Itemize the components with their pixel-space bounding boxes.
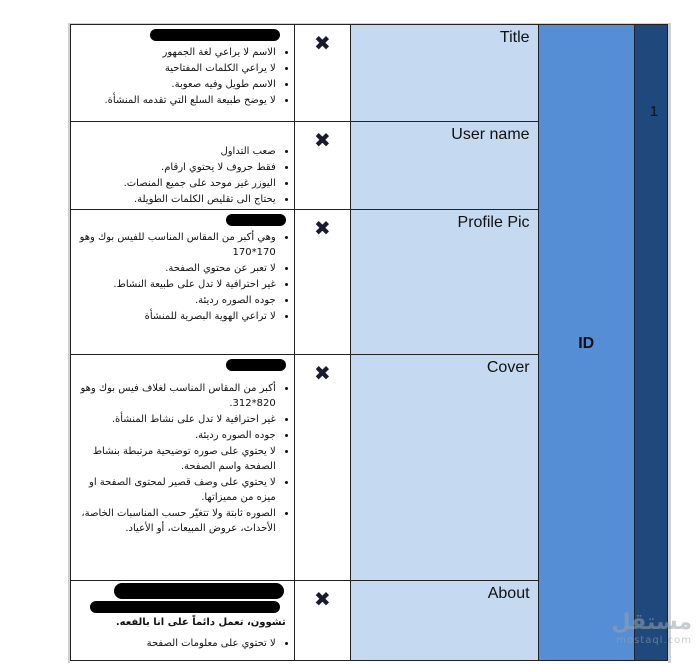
redaction-mark: [150, 29, 280, 41]
redaction-mark: [226, 214, 286, 226]
redaction-mark: [226, 359, 286, 371]
notes-cell: [71, 25, 295, 122]
notes-list: [71, 144, 294, 207]
row-title: [71, 25, 668, 122]
x-mark-icon: ✖: [313, 31, 331, 55]
mark-cell: [294, 122, 350, 210]
notes-cell: [71, 210, 295, 355]
field-label-title: Title: [499, 29, 530, 46]
field-label-cover: Cover: [486, 359, 530, 376]
note-item: • جوده الصوره رديئة.: [77, 293, 276, 308]
note-item: • يحتاج الى تقليص الكلمات الطويلة.: [77, 192, 276, 207]
row-number: 1: [649, 103, 659, 120]
notes-list: [71, 381, 294, 536]
note-item: • لا تراعي الهوية البصرية للمنشأة: [77, 309, 276, 324]
note-item: • اليوزر غير موحد على جميع المنصات.: [77, 176, 276, 191]
note-item: • غير احترافية لا تدل على نشاط المنشأة.: [77, 412, 276, 427]
about-bold-note: تشوون، تعمل دائماً على انا بالفعه.: [115, 617, 286, 628]
x-mark-icon: ✖: [313, 128, 331, 152]
field-cell: [350, 122, 538, 210]
mark-cell: [294, 355, 350, 581]
watermark-arabic: مستقل: [611, 610, 692, 635]
note-item: • لا يراعي الكلمات المفتاحية: [77, 61, 276, 76]
watermark-latin: mostaql.com: [616, 635, 692, 646]
note-item: • لا يوضح طبيعة السلع التي تقدمه المنشأة.: [77, 93, 276, 108]
note-item: • صعب التداول: [77, 144, 276, 159]
note-item: • أكبر من المقاس المناسب لغلاف فيس بوك وهو 820*312.: [77, 381, 276, 411]
notes-cell: [71, 355, 295, 581]
note-item: • لا يحتوي على وصف قصير لمحتوى الصفحة او ميزه من مميزاتها.: [77, 475, 276, 505]
note-item: • الصوره ثابتة ولا تتغيّر حسب المناسبات الخاصة، الأحداث، عروض المبيعات، أو الأعياد.: [77, 506, 276, 536]
note-item: • لا يحتوي على صوره توضيحية مرتبطة بنشاط الصفحة واسم الصفحة.: [77, 444, 276, 474]
id-label: ID: [578, 334, 595, 352]
mark-cell: [294, 581, 350, 661]
note-item: • لا تعبر عن محتوي الصفحة.: [77, 261, 276, 276]
note-item: • وهي أكبر من المقاس المناسب للفيس بوك وهو 170*170: [77, 230, 276, 260]
field-cell: [350, 210, 538, 355]
note-item: • جوده الصوره رديئة.: [77, 428, 276, 443]
x-mark-icon: ✖: [313, 587, 331, 611]
mark-cell: [294, 25, 350, 122]
mark-cell: [294, 210, 350, 355]
field-cell: [350, 581, 538, 661]
note-item: • غير احترافية لا تدل على طبيعة النشاط.: [77, 277, 276, 292]
id-cell: [538, 25, 634, 661]
note-item: • الاسم لا يراعي لغة الجمهور: [77, 45, 276, 60]
field-label-about: About: [487, 585, 530, 602]
field-cell: [350, 25, 538, 122]
watermark-logo: [612, 611, 692, 646]
field-label-username: User name: [451, 126, 530, 143]
redaction-mark: [90, 601, 280, 613]
redaction-mark: [114, 583, 284, 599]
notes-cell: [71, 122, 295, 210]
number-cell: [634, 25, 667, 661]
audit-table: [70, 24, 668, 661]
notes-list: [71, 45, 294, 108]
note-item: • لا تحتوي على معلومات الصفحة: [77, 636, 276, 651]
field-label-profile-pic: Profile Pic: [457, 214, 530, 231]
notes-cell: [71, 581, 295, 661]
note-item: • فقط حروف لا يحتوي ارقام.: [77, 160, 276, 175]
x-mark-icon: ✖: [313, 216, 331, 240]
field-cell: [350, 355, 538, 581]
notes-list: [71, 230, 294, 324]
notes-list: [71, 636, 294, 651]
note-item: • الاسم طويل وفيه صعوبة.: [77, 77, 276, 92]
x-mark-icon: ✖: [313, 361, 331, 385]
